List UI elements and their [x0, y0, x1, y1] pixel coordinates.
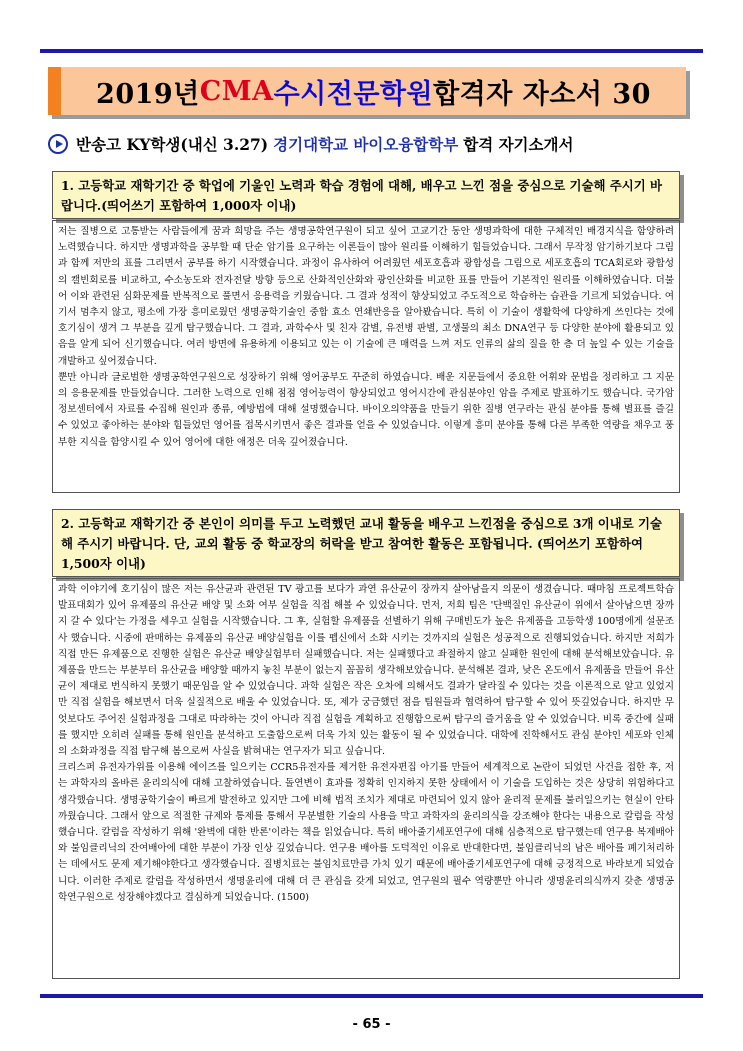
- question-box-1: 1. 고등학교 재학기간 중 학업에 기울인 노력과 학습 경험에 대해, 배우고 느낀 점을 중심으로 기술해 주시기 바랍니다.(띄어쓰기 포함하여 1,000자 이내): [52, 171, 680, 219]
- answer-paragraph: 뿐만 아니라 글로벌한 생명공학연구원으로 성장하기 위해 영어공부도 꾸준히 하였습니다. 배운 지문들에서 중요한 어휘와 문법을 정리하고 그 지문의 응용문제를 만들었습니다. 그러한 노력으로 인해 점점 영어능력이 향상되었고 영어시간에 관심분야인 암을 주제로 발표하기도 했습니다. 국가암정보센터에서 자료를 수집해 원인과 종류, 예방법에 대해 설명했습니다. 바이오의약품을 만들기 위한 질병 연구라는 관심 분야를 통해 별표를 즐길 수 있었고 좋아하는 분야와 힘들었던 영어를 접목시키면서 좋은 결과를 얻을 수 있었습니다. 이렇게 흥미 분야를 통해 다른 부족한 역량을 채우고 풍부한 지식을 함양시킬 수 있어 영어에 대한 애정은 더욱 깊어졌습니다.: [58, 371, 674, 448]
- bottom-rule: [40, 994, 703, 998]
- answer-paragraph: 과학 이야기에 호기심이 많은 저는 유산균과 관련된 TV 광고를 보다가 과연 유산균이 장까지 살아남을지 의문이 생겼습니다. 때마침 프로젝트학습 발표대회가 있어 유제품의 유산균 배양 및 소화 여부 실험을 직접 해볼 수 있었습니다. 먼저, 저희 팀은 '단백질인 유산균이 위에서 살아남으면 장까지 갈 수 있다'는 가정을 세우고 실험을 시작했습니다. 그 후, 실험할 유제품을 선별하기 위해 구매빈도가 높은 유제품을 고등학생 100명에게 설문조사 했습니다. 시중에 판매하는 유제품의 유산균 배양실험을 이를 펩신에서 소화 시키는 것까지의 실험은 성공적으로 진행되었습니다. 하지만 저희가 직접 만든 유제품으로 진행한 실험은 유산균 배양실험부터 실패했습니다. 저는 실패했다고 좌절하지 않고 실패한 원인에 대해 분석해보았습니다. 유제품을 만드는 부분부터 유산균을 배양할 때까지 놓친 부분이 없는지 꼼꼼히 생각해보았습니다. 분석해본 결과, 낮은 온도에서 유제품을 만들어 유산균이 제대로 번식하지 못했기 때문임을 알 수 있었습니다. 과학 실험은 작은 오차에 의해서도 결과가 달라질 수 있다는 것을 이론적으로 알고 있었지만 직접 실험을 해보면서 더욱 실질적으로 배울 수 있었습니다. 또, 제가 궁금했던 점을 팀원들과 협력하여 탐구할 수 있어 뜻깊었습니다. 하지만 무엇보다도 주어진 실험과정을 그대로 따라하는 것이 아니라 직접 실험을 계획하고 진행함으로써 탐구의 즐거움을 알 수 있었습니다. 비록 중간에 실패를 했지만 오히려 실패를 통해 원인을 분석하고 도출함으로써 더욱 가치 있는 활동이 될 수 있었습니다. 대학에 진학해서도 관심 분야인 세포와 인체의 소화과정을 직접 탐구해 봄으로써 사실을 밝혀내는 연구자가 되고 싶습니다.: [58, 584, 674, 758]
- top-rule: [40, 49, 703, 53]
- university-name: 경기대학교 바이오융합학부: [273, 135, 459, 154]
- answer-paragraph: 저는 질병으로 고통받는 사람들에게 꿈과 희망을 주는 생명공학연구원이 되고 싶어 고교기간 동안 생명과학에 대한 구체적인 배경지식을 함양하려 노력했습니다. 하지만 생명과학을 공부할 때 단순 암기를 요구하는 이론들이 많아 원리를 이해하기 힘들었습니다. 그래서 무작정 암기하기보다 그림과 함께 저만의 표를 그리면서 공부를 하기 시작했습니다. 과정이 유사하여 어려웠던 세포호흡과 광합성을 그림으로 세포호흡의 TCA회로와 광합성의 캘빈회로를 비교하고, 수소농도와 전자전달 방향 등으로 산화적인산화와 광인산화를 비교한 표를 만들어 기본적인 원리를 이해하였습니다. 더불어 이와 관련된 심화문제를 반복적으로 풀면서 응용력을 키웠습니다. 그 결과 성적이 향상되었고 주도적으로 학습하는 습관을 기르게 되었습니다. 여기서 멈추지 않고, 평소에 가장 흥미로웠던 생명공학기술인 중합 효소 연쇄반응을 알아봤습니다. 특히 이 기술이 생활학에 다양하게 쓰인다는 것에 호기심이 생겨 그 부분을 깊게 탐구했습니다. 그 결과, 과학수사 및 친자 감별, 유전병 판별, 고생물의 최소 DNA연구 등 다양한 분야에 활용되고 있음을 알게 되어 신기했습니다. 여러 방면에 유용하게 이용되고 있는 이 기술에 큰 매력을 느껴 저도 인류의 삶의 질을 한 층 더 높일 수 있는 기술을 개발하고 싶어졌습니다.: [58, 226, 674, 367]
- title-year: 2019년: [96, 78, 200, 110]
- play-circle-icon: [48, 134, 68, 154]
- page-title-banner: [48, 67, 686, 115]
- answer-box-1: [52, 220, 680, 493]
- student-info: 반송고 KY학생(내신 3.27): [76, 135, 269, 154]
- title-rest: 합격자 자소서 30: [433, 78, 651, 110]
- title-academy: 수시전문학원: [273, 78, 434, 110]
- answer-box-2: [52, 578, 680, 979]
- question-box-2: 2. 고등학교 재학기간 중 본인이 의미를 두고 노력했던 교내 활동을 배우고 느낀점을 중심으로 3개 이내로 기술해 주시기 바랍니다. 단, 교외 활동 중 학교장의 허락을 받고 참여한 활동은 포함됩니다. (띄어쓰기 포함하여 1,500자 이내): [52, 509, 680, 577]
- answer-paragraph: 크리스퍼 유전자가위를 이용해 에이즈를 일으키는 CCR5유전자를 제거한 유전자편집 아기를 만들어 세계적으로 논란이 되었던 사건을 접한 후, 저는 과학자의 올바른 윤리의식에 대해 고찰하였습니다. 돌연변이 효과를 정확히 인지하지 못한 상태에서 이 기술을 도입하는 것은 상당히 위험하다고 생각했습니다. 생명공학기술이 빠르게 발전하고 있지만 그에 비해 법적 조치가 제대로 마련되어 있지 않아 윤리적 문제를 불러일으키는 현실이 안타까웠습니다. 그래서 앞으로 적절한 규제와 통제를 통해서 무분별한 기술의 사용을 막고 과학자의 윤리의식을 강조해야 한다는 내용으로 칼럼을 작성했습니다. 칼럼을 작성하기 위해 '완벽에 대한 반론'이라는 책을 읽었습니다. 특히 배아줄기세포연구에 대해 심층적으로 탐구했는데 연구용 복제배아와 불임클리닉의 잔여배아에 대한 부분이 가장 인상 깊었습니다. 연구용 배아를 도덕적인 이유로 반대한다면, 불임클리닉의 남은 배아를 폐기처리하는 데에서도 문제 제기해야한다고 생각했습니다. 질병치료는 불임치료만큼 가치 있기 때문에 배아줄기세포연구에 대해 긍정적으로 바라보게 되었습니다. 이러한 주제로 칼럼을 작성하면서 생명윤리에 대해 더 큰 관심을 갖게 되었고, 연구원의 필수 역량뿐만 아니라 생명윤리의식까지 갖춘 생명공학연구원으로 성장해야겠다고 결심하게 되었습니다. (1500): [58, 762, 674, 903]
- essay-subheading: [48, 131, 698, 157]
- page-number: - 65 -: [352, 1017, 391, 1032]
- title-cma: CMA: [199, 75, 274, 107]
- subheading-suffix: 합격 자기소개서: [463, 135, 574, 154]
